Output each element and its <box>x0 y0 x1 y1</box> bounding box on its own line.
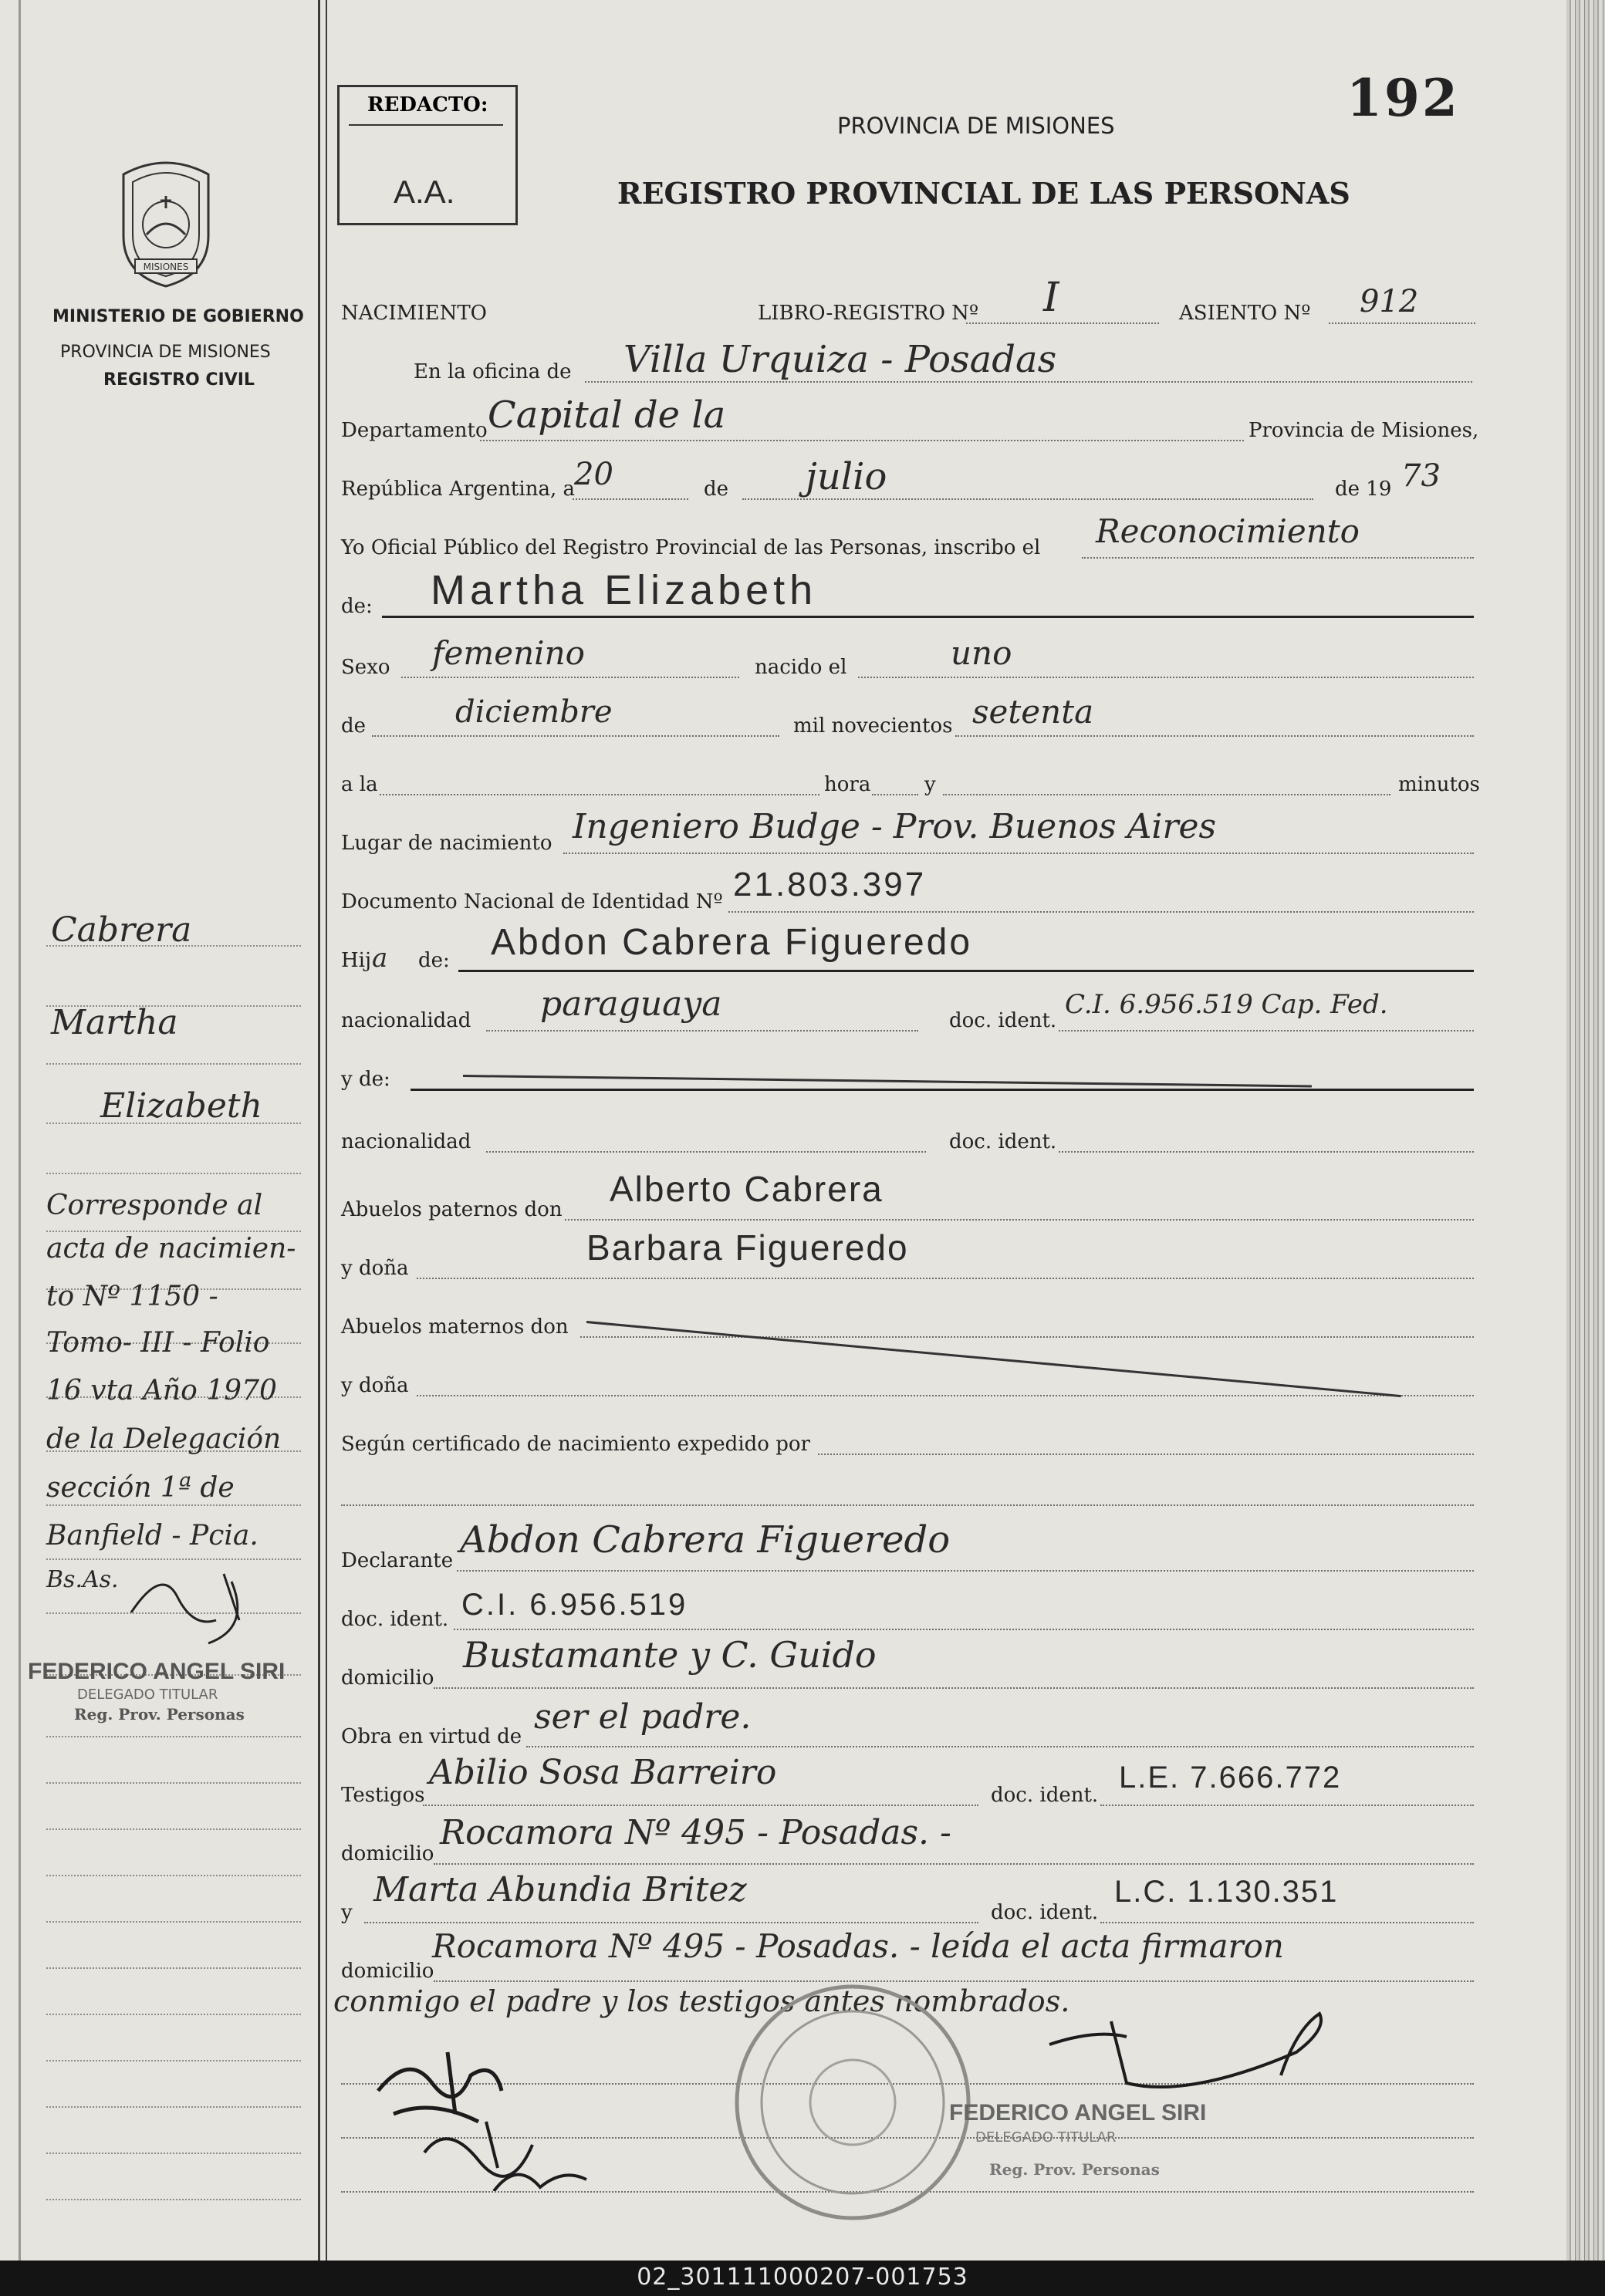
label-minutos: minutos <box>1398 773 1480 796</box>
domicilio-declarante-value: Bustamante y C. Guido <box>463 1634 877 1676</box>
nacionalidad-padre-value: paraguaya <box>540 984 722 1024</box>
margin-rule <box>46 1828 301 1830</box>
label-y-minutos: y <box>924 773 936 796</box>
label-abuelos-paternos: Abuelos paternos don <box>341 1198 563 1221</box>
inscribo-value: Reconocimiento <box>1096 512 1360 550</box>
margin-rule <box>46 2060 301 2061</box>
label-obra: Obra en virtud de <box>341 1725 522 1748</box>
margin-note: to Nº 1150 - <box>46 1281 218 1312</box>
doc-declarante-value: C.I. 6.956.519 <box>461 1588 688 1622</box>
label-oficina: En la oficina de <box>414 360 572 383</box>
label-hora: hora <box>824 773 871 796</box>
margin-rule <box>46 1173 301 1174</box>
domicilio-testigo1-value: Rocamora Nº 495 - Posadas. - <box>440 1813 951 1852</box>
padre-line <box>458 970 1474 972</box>
ministry-line3: REGISTRO CIVIL <box>103 370 255 390</box>
margin-divider <box>318 0 320 2261</box>
lugar-value: Ingeniero Budge - Prov. Buenos Aires <box>573 807 1217 846</box>
abuelo-paterno-value: Alberto Cabrera <box>610 1169 884 1209</box>
page-stack-edge <box>1566 0 1605 2261</box>
redacto-value: A.A. <box>394 174 455 210</box>
stamp-name: FEDERICO ANGEL SIRI <box>949 2100 1207 2125</box>
label-provincia: Provincia de Misiones, <box>1249 419 1479 442</box>
label-y-dona-materna: y doña <box>341 1374 409 1397</box>
libro-line <box>966 322 1159 324</box>
testigo1-value: Abilio Sosa Barreiro <box>429 1753 777 1792</box>
redacto-label: REDACTO: <box>364 93 491 116</box>
margin-rule <box>46 1967 301 1969</box>
departamento-line <box>480 440 1244 441</box>
margin-signature-icon <box>116 1551 293 1651</box>
margin-rule <box>46 2152 301 2154</box>
label-domicilio-testigo2: domicilio <box>341 1960 434 1983</box>
dni-line <box>728 911 1474 913</box>
margin-note: Elizabeth <box>100 1086 262 1126</box>
image-caption: 02_301111000207-001753 <box>637 2264 968 2291</box>
madre-line <box>411 1089 1474 1091</box>
margin-note: Corresponde al <box>46 1190 263 1221</box>
lugar-line <box>563 853 1474 854</box>
label-doc-testigo1: doc. ident. <box>991 1784 1099 1807</box>
abuela-paterna-value: Barbara Figueredo <box>586 1227 909 1268</box>
inscribo-line <box>1082 557 1474 559</box>
margin-note: 16 vta Año 1970 <box>46 1375 277 1406</box>
label-mil: mil novecientos <box>793 714 953 738</box>
nacido-anio-value: setenta <box>972 693 1094 731</box>
margin-rule <box>46 1063 301 1065</box>
margin-rule <box>46 1231 301 1232</box>
label-domicilio-declarante: domicilio <box>341 1666 434 1690</box>
official-signature-icon <box>1003 1983 1374 2106</box>
margin-note: Martha <box>51 1003 178 1042</box>
nacido-anio-line <box>955 735 1474 737</box>
margin-rule <box>46 1875 301 1876</box>
dni-value: 21.803.397 <box>733 866 927 903</box>
segun-line <box>818 1454 1474 1455</box>
mes-line <box>742 498 1313 500</box>
margin-note: acta de nacimien- <box>46 1233 296 1264</box>
label-y-de: y de: <box>341 1068 390 1091</box>
nacionalidad-madre-line <box>486 1151 926 1153</box>
dia-value: 20 <box>574 457 613 492</box>
margin-rule <box>46 1504 301 1506</box>
label-a-la: a la <box>341 773 378 796</box>
margin-rule <box>46 2106 301 2108</box>
segun-line-2 <box>341 1504 1474 1506</box>
obra-value: ser el padre. <box>534 1697 752 1737</box>
dia-line <box>573 498 688 500</box>
label-yo-oficial: Yo Oficial Público del Registro Provincial de las Personas, inscribo el <box>341 536 1041 559</box>
left-binding-line <box>19 0 21 2261</box>
nombre-value: Martha Elizabeth <box>431 567 818 613</box>
oficina-line <box>585 381 1472 383</box>
margin-rule <box>46 1921 301 1923</box>
obra-line <box>526 1746 1474 1747</box>
label-doc-declarante: doc. ident. <box>341 1608 449 1631</box>
margin-rule <box>46 2014 301 2015</box>
label-y-testigo2: y <box>341 1901 353 1924</box>
label-testigos: Testigos <box>341 1784 425 1807</box>
madre-cancel-stroke <box>463 1075 1312 1087</box>
hora-y-line <box>872 794 918 795</box>
domicilio-testigo1-line <box>434 1863 1474 1865</box>
nacionalidad-padre-line <box>486 1030 918 1032</box>
maternos-cancel-stroke <box>586 1321 1401 1397</box>
margin-rule <box>46 1736 301 1737</box>
page-number: 192 <box>1347 68 1460 128</box>
margin-note: Cabrera <box>51 910 192 950</box>
margin-stamp-name: FEDERICO ANGEL SIRI <box>28 1659 286 1684</box>
margin-rule <box>46 2199 301 2200</box>
label-segun: Según certificado de nacimiento expedido por <box>341 1433 810 1456</box>
label-abuelos-maternos: Abuelos maternos don <box>341 1315 569 1339</box>
margin-note: sección 1ª de <box>46 1472 235 1504</box>
redacto-inner-line <box>349 124 503 127</box>
doc-testigo1-line <box>1100 1805 1474 1806</box>
label-dni: Documento Nacional de Identidad Nº <box>341 890 723 913</box>
asiento-line <box>1329 322 1475 324</box>
declarante-value: Abdon Cabrera Figueredo <box>460 1518 951 1562</box>
ministry-line2: PROVINCIA DE MISIONES <box>60 343 271 362</box>
nacido-line <box>858 677 1474 678</box>
doc-padre-line <box>1059 1030 1474 1032</box>
stamp-role: DELEGADO TITULAR <box>975 2129 1117 2146</box>
asiento-value: 912 <box>1360 284 1419 319</box>
label-nacionalidad-padre: nacionalidad <box>341 1009 471 1032</box>
departamento-value: Capital de la <box>488 393 726 437</box>
label-de-anio: de 19 <box>1335 478 1392 501</box>
margin-divider-inner <box>326 0 327 2261</box>
label-libro: LIBRO-REGISTRO Nº <box>758 302 979 325</box>
label-doc-padre: doc. ident. <box>949 1009 1057 1032</box>
anio-value: 73 <box>1401 458 1441 494</box>
label-lugar: Lugar de nacimiento <box>341 832 552 855</box>
padre-value: Abdon Cabrera Figueredo <box>491 922 973 963</box>
label-nacido: nacido el <box>755 656 847 679</box>
doc-testigo1-value: L.E. 7.666.772 <box>1119 1761 1342 1795</box>
margin-stamp-office: Reg. Prov. Personas <box>74 1705 245 1724</box>
hij-suffix-value: a <box>372 943 388 974</box>
label-de-nacido-mes: de <box>341 714 367 738</box>
continuation-text: conmigo el padre y los testigos antes nombrados. <box>333 1984 1070 2018</box>
margin-note: de la Delegación <box>46 1423 282 1455</box>
domicilio-declarante-line <box>434 1687 1474 1689</box>
margin-note: Tomo- III - Folio <box>46 1327 270 1359</box>
testigo2-value: Marta Abundia Britez <box>373 1870 747 1909</box>
label-departamento: Departamento <box>341 419 488 442</box>
province-heading: PROVINCIA DE MISIONES <box>837 113 1115 139</box>
label-asiento: ASIENTO Nº <box>1179 302 1311 325</box>
official-round-stamp-icon <box>725 1975 980 2230</box>
redacto-box <box>337 85 518 225</box>
nacido-mes-value: diciembre <box>455 694 613 730</box>
ministry-line1: MINISTERIO DE GOBIERNO <box>52 307 304 326</box>
label-republica: República Argentina, a <box>341 478 575 501</box>
label-doc-testigo2: doc. ident. <box>991 1901 1099 1924</box>
label-de-nombre: de: <box>341 595 373 618</box>
sexo-value: femenino <box>432 634 585 672</box>
abuelo-materno-line <box>580 1336 1474 1338</box>
abuela-paterna-line <box>417 1278 1474 1279</box>
margin-note: Banfield - Pcia. <box>46 1520 258 1551</box>
label-sexo: Sexo <box>341 656 390 679</box>
stamp-office: Reg. Prov. Personas <box>989 2160 1160 2179</box>
svg-text:MISIONES: MISIONES <box>143 262 189 272</box>
signatures-icon <box>363 2006 640 2191</box>
abuelo-paterno-line <box>565 1219 1474 1221</box>
margin-note: Bs.As. <box>46 1566 119 1593</box>
sexo-line <box>401 677 739 678</box>
margin-rule <box>46 1782 301 1784</box>
minutos-line <box>943 794 1390 795</box>
nombre-line <box>382 616 1474 618</box>
label-de-padre: de: <box>418 949 450 972</box>
abuela-materna-line <box>417 1395 1474 1396</box>
oficina-value: Villa Urquiza - Posadas <box>623 338 1057 381</box>
label-de-mes: de <box>704 478 729 501</box>
declarante-line <box>457 1570 1474 1572</box>
doc-testigo2-value: L.C. 1.130.351 <box>1114 1875 1339 1909</box>
doc-padre-value: C.I. 6.956.519 Cap. Fed. <box>1065 989 1388 1020</box>
testigo1-line <box>423 1805 978 1806</box>
province-seal-icon <box>108 151 224 290</box>
hora-line <box>380 794 819 795</box>
label-nacimiento: NACIMIENTO <box>341 302 487 325</box>
doc-madre-line <box>1059 1151 1474 1153</box>
mes-value: julio <box>806 455 887 498</box>
testigo2-line <box>364 1922 978 1923</box>
nacido-mes-line <box>372 735 779 737</box>
registry-title: REGISTRO PROVINCIAL DE LAS PERSONAS <box>617 176 1350 211</box>
nacido-dia-value: uno <box>951 634 1012 672</box>
label-nacionalidad-madre: nacionalidad <box>341 1130 471 1153</box>
label-domicilio-testigo1: domicilio <box>341 1842 434 1866</box>
doc-testigo2-line <box>1100 1922 1474 1923</box>
label-doc-madre: doc. ident. <box>949 1130 1057 1153</box>
libro-value: I <box>1043 275 1059 321</box>
label-declarante: Declarante <box>341 1549 454 1572</box>
margin-stamp-role: DELEGADO TITULAR <box>77 1687 218 1703</box>
label-y-dona-paterna: y doña <box>341 1257 409 1280</box>
domicilio-testigo2-value: Rocamora Nº 495 - Posadas. - leída el acta firmaron <box>432 1927 1284 1965</box>
label-hij: Hij <box>341 949 372 972</box>
doc-declarante-line <box>454 1629 1474 1630</box>
